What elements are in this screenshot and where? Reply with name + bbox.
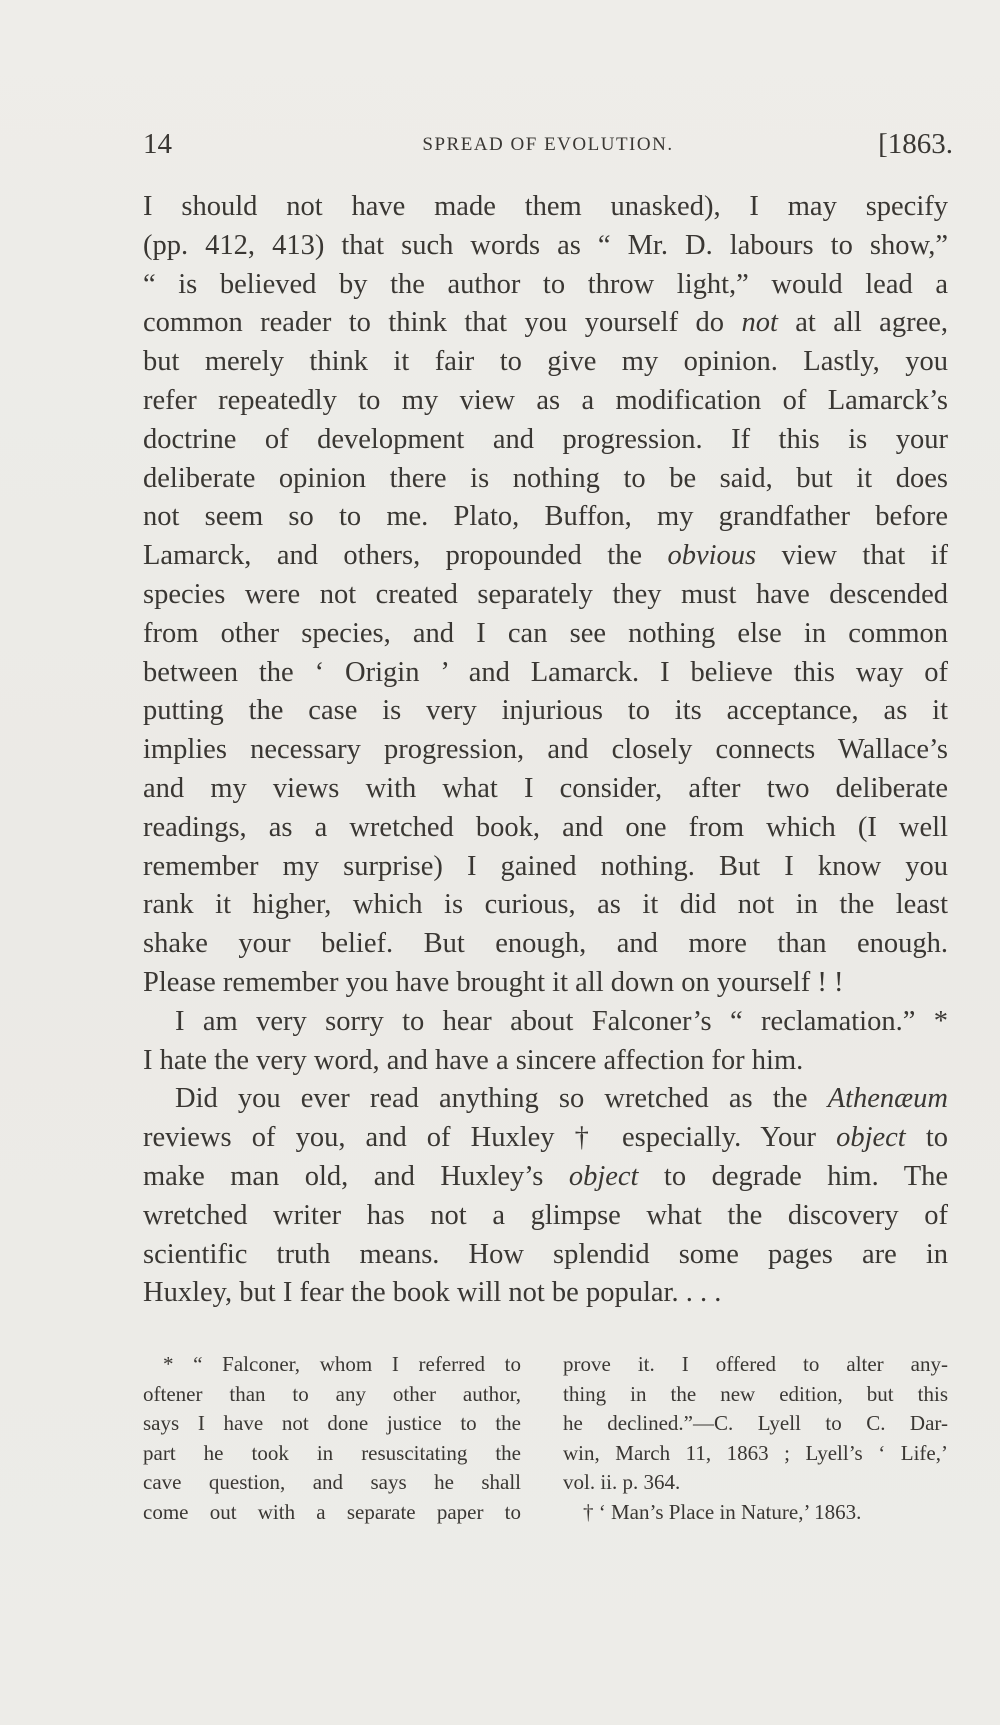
footnote-line: prove it. I offered to alter any-	[563, 1352, 948, 1376]
footnote-line: come out with a separate paper to	[143, 1499, 521, 1524]
text-line: but merely think it fair to give my opinion. Lastly, you	[143, 346, 948, 378]
italic-text: object	[568, 1160, 639, 1192]
text-run: common reader to think that you yourself do	[143, 307, 742, 339]
text-line: scientific truth means. How splendid some pages are in	[143, 1238, 948, 1270]
text-line	[143, 304, 948, 343]
text-line: not seem so to me. Plato, Buffon, my grandfather before	[143, 501, 948, 533]
page-header	[143, 128, 953, 168]
text-line: Please remember you have brought it all down on yourself ! !	[143, 966, 844, 998]
text-line: deliberate opinion there is nothing to be said, but it does	[143, 462, 948, 494]
text-line: shake your belief. But enough, and more than enough.	[143, 928, 948, 960]
footnote-line: † ‘ Man’s Place in Nature,’ 1863.	[583, 1499, 862, 1524]
italic-text: Athenæum	[827, 1083, 948, 1115]
italic-text: obvious	[667, 540, 757, 572]
text-line: refer repeatedly to my view as a modification of Lamarck’s	[143, 384, 948, 416]
text-line: rank it higher, which is curious, as it did not in the least	[143, 889, 948, 921]
text-line: Huxley, but I fear the book will not be popular. . . .	[143, 1277, 722, 1309]
footnote-line: oftener than to any other author,	[143, 1381, 521, 1406]
letter-body-text	[143, 188, 948, 1313]
text-line: implies necessary progression, and closely connects Wallace’s	[143, 734, 948, 766]
text-line	[143, 537, 948, 576]
text-line: I hate the very word, and have a sincere affection for him.	[143, 1044, 804, 1076]
text-run: make man old, and Huxley’s	[143, 1160, 569, 1192]
text-line: between the ‘ Origin ’ and Lamarck. I believe this way of	[143, 656, 948, 688]
text-line: doctrine of development and progression. If this is your	[143, 423, 948, 455]
text-line: and my views with what I consider, after two deliberate	[143, 772, 948, 804]
text-run: to degrade him. The	[638, 1160, 948, 1192]
text-line: I am very sorry to hear about Falconer’s “ reclamation.” *	[175, 1005, 948, 1037]
text-run: at all agree,	[777, 307, 948, 339]
footnote-line: * “ Falconer, whom I referred to	[163, 1352, 521, 1376]
text-run: reviews of you, and of Huxley † especially. Your	[143, 1122, 837, 1154]
text-run: view that if	[756, 540, 948, 572]
page-number: 14	[143, 128, 172, 160]
footnote-column-right	[563, 1350, 948, 1527]
text-line: I should not have made them unasked), I may specify	[143, 191, 948, 222]
text-line: “ is believed by the author to throw light,” would lead a	[143, 268, 948, 300]
italic-text: not	[741, 307, 778, 339]
text-line: readings, as a wretched book, and one from which (I well	[143, 811, 948, 843]
italic-text: object	[836, 1122, 906, 1154]
text-line: species were not created separately they must have descended	[143, 578, 948, 610]
footnote-line: he declined.”—C. Lyell to C. Dar-	[563, 1411, 948, 1435]
text-line: remember my surprise) I gained nothing. But I know you	[143, 850, 948, 882]
text-line: wretched writer has not a glimpse what the discovery of	[143, 1199, 948, 1231]
footnote-line: part he took in resuscitating the	[143, 1440, 521, 1465]
footnote-line: win, March 11, 1863 ; Lyell’s ‘ Life,’	[563, 1440, 948, 1465]
footnote-column-left	[143, 1350, 521, 1527]
text-run: to	[905, 1122, 949, 1154]
text-run: Did you ever read anything so wretched as the	[175, 1083, 828, 1115]
header-year: [1863.	[878, 128, 953, 160]
footnote-line: vol. ii. p. 364.	[563, 1470, 681, 1494]
text-line: from other species, and I can see nothing else in common	[143, 617, 948, 649]
text-line: (pp. 412, 413) that such words as “ Mr. D. labours to show,”	[143, 229, 948, 261]
footnote-line: thing in the new edition, but this	[563, 1381, 948, 1406]
text-line: putting the case is very injurious to its acceptance, as it	[143, 695, 948, 727]
running-title: SPREAD OF EVOLUTION.	[422, 134, 674, 155]
text-line	[143, 1158, 948, 1197]
text-run: Lamarck, and others, propounded the	[143, 540, 668, 572]
text-line	[143, 1119, 948, 1158]
text-line	[143, 1080, 948, 1119]
footnote-line: says I have not done justice to the	[143, 1411, 521, 1435]
footnote-line: cave question, and says he shall	[143, 1470, 521, 1494]
